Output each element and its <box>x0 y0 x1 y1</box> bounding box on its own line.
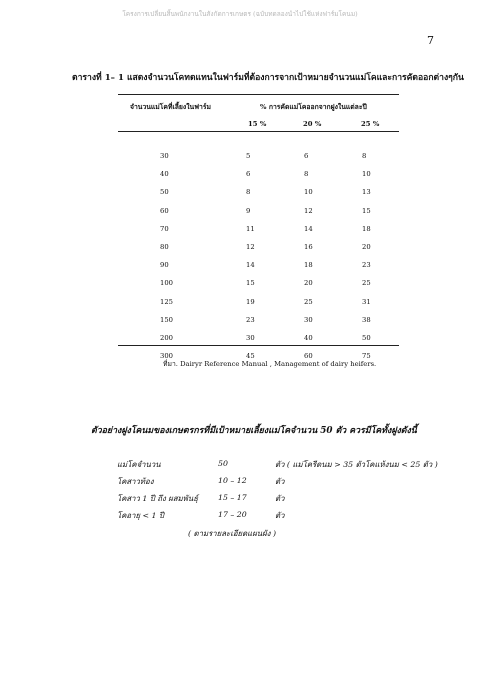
table-cell-cull-20: 18 <box>304 261 313 270</box>
table-cell-cull-20: 30 <box>304 315 313 324</box>
table-cell-herd-size: 300 <box>160 352 173 361</box>
table-cell-cull-20: 25 <box>304 297 313 306</box>
table-cell-cull-15: 14 <box>246 261 255 270</box>
col-header-25: 25 % <box>361 120 380 128</box>
table-cell-cull-15: 9 <box>246 206 251 215</box>
table-cell-cull-15: 5 <box>246 152 251 160</box>
table-cell-herd-size: 30 <box>160 152 169 160</box>
table-cell-cull-20: 60 <box>304 352 313 361</box>
item-label-cows: แม่โคจำนวน <box>117 460 161 469</box>
table-cell-cull-15: 45 <box>246 352 255 361</box>
item-value-pregnant-heifers: 10 – 12 <box>218 476 247 485</box>
table-cell-cull-25: 20 <box>362 243 371 251</box>
table-cell-cull-25: 50 <box>362 334 371 342</box>
table-cell-herd-size: 125 <box>160 297 173 306</box>
table-cell-cull-25: 75 <box>362 352 371 361</box>
table-bottom-rule <box>118 345 399 346</box>
col-header-herd-size: จำนวนแม่โคที่เลี้ยงในฟาร์ม <box>130 103 211 111</box>
table-title: ตารางที่ 1– 1 แสดงจำนวนโคทดแทนในฟาร์มที่ต้องการจากเป้าหมายจำนวนแม่โคและการคัดออกต่างๆกัน <box>72 73 464 83</box>
table-cell-cull-20: 14 <box>304 224 313 233</box>
table-cell-cull-20: 10 <box>304 188 313 197</box>
table-cell-herd-size: 40 <box>160 170 169 179</box>
table-cell-cull-25: 38 <box>362 315 371 324</box>
col-header-15: 15 % <box>248 120 267 128</box>
table-cell-cull-25: 13 <box>362 188 371 197</box>
table-cell-cull-20: 16 <box>304 243 313 251</box>
table-cell-herd-size: 200 <box>160 334 173 342</box>
table-cell-herd-size: 60 <box>160 206 169 215</box>
table-cell-cull-25: 10 <box>362 170 371 179</box>
header-note: โครงการเปลี่ยนสิ้นพนักงานในสังกัดการเกษตร (ฉบับทดลองนำไปใช้แห่งฟาร์มโคนม) <box>122 10 358 18</box>
table-cell-cull-20: 12 <box>304 206 313 215</box>
table-cell-cull-20: 8 <box>304 170 309 179</box>
table-cell-cull-15: 15 <box>246 279 255 288</box>
col-header-cull-rate: % การคัดแม่โคออกจากฝูงในแต่ละปี <box>260 103 367 111</box>
table-cell-herd-size: 70 <box>160 224 169 233</box>
item-value-breeding-heifers: 15 – 17 <box>218 493 247 502</box>
item-unit-breeding-heifers: ตัว <box>275 494 285 503</box>
table-cell-cull-15: 30 <box>246 334 255 342</box>
table-cell-cull-15: 19 <box>246 297 255 306</box>
diagram-note: ( ตามรายละเอียดแผนผัง ) <box>188 529 277 538</box>
table-cell-cull-20: 20 <box>304 279 313 288</box>
table-cell-herd-size: 50 <box>160 188 169 197</box>
table-header-rule <box>118 131 399 132</box>
table-cell-cull-25: 23 <box>362 261 371 270</box>
item-unit-calves: ตัว <box>275 511 285 520</box>
table-cell-cull-15: 12 <box>246 243 255 251</box>
table-cell-herd-size: 150 <box>160 315 173 324</box>
table-cell-cull-20: 6 <box>304 152 309 160</box>
table-cell-cull-25: 15 <box>362 206 371 215</box>
table-source: ที่มา. Dairyr Reference Manual , Management of dairy heifers. <box>163 360 377 368</box>
table-cell-cull-25: 18 <box>362 224 371 233</box>
item-label-calves: โคอายุ < 1 ปี <box>117 511 164 520</box>
item-label-pregnant-heifers: โคสาวท้อง <box>117 477 154 486</box>
item-unit-pregnant-heifers: ตัว <box>275 477 285 486</box>
table-cell-cull-15: 23 <box>246 315 255 324</box>
item-value-calves: 17 – 20 <box>218 510 247 519</box>
col-header-20: 20 % <box>303 120 322 128</box>
item-label-breeding-heifers: โคสาว 1 ปี ถึง ผสมพันธุ์ <box>117 494 198 503</box>
table-cell-cull-25: 25 <box>362 279 371 288</box>
table-cell-herd-size: 100 <box>160 279 173 288</box>
table-cell-herd-size: 80 <box>160 243 169 251</box>
example-title: ตัวอย่างฝูงโคนมของเกษตรกรที่มีเป้าหมายเลี้ยงแม่โคจำนวน 50 ตัว ควรมีโคทั้งฝูงดังนี้ <box>91 426 417 436</box>
table-cell-herd-size: 90 <box>160 261 169 270</box>
table-cell-cull-15: 11 <box>246 224 255 233</box>
table-cell-cull-25: 31 <box>362 297 371 306</box>
table-cell-cull-15: 6 <box>246 170 251 179</box>
table-top-rule <box>118 94 399 95</box>
page-number: 7 <box>427 34 434 47</box>
item-unit-cows: ตัว ( แม่โครีดนม > 35 ตัวโคแห้งนม < 25 ตัว ) <box>275 460 438 469</box>
table-cell-cull-20: 40 <box>304 334 313 342</box>
table-cell-cull-25: 8 <box>362 152 367 160</box>
table-cell-cull-15: 8 <box>246 188 251 197</box>
item-value-cows: 50 <box>218 459 228 468</box>
